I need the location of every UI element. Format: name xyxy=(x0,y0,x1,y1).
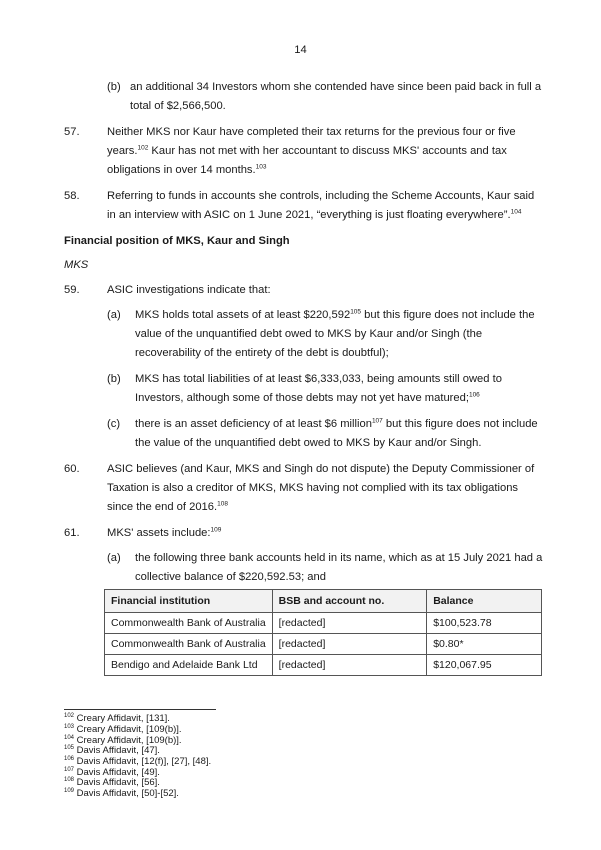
table-cell: $120,067.95 xyxy=(427,655,542,676)
column-header: Financial institution xyxy=(105,590,273,613)
paragraph-number: 59. xyxy=(64,284,80,296)
table-cell: [redacted] xyxy=(272,613,427,634)
table-cell: [redacted] xyxy=(272,655,427,676)
table-cell: $0.80* xyxy=(427,634,542,655)
footnote: $^{106}$ Davis Affidavit, [12(f)], [27], [48]. xyxy=(64,755,212,767)
table-cell: Commonwealth Bank of Australia xyxy=(105,634,273,655)
body-text: there is an asset deficiency of at least $6 million$^{107}$ but this figure does not include xyxy=(135,417,538,430)
body-text: collective balance of $220,592.53; and xyxy=(135,571,326,583)
table-cell: Bendigo and Adelaide Bank Ltd xyxy=(105,655,273,676)
body-text: Taxation is also a creditor of MKS, MKS having not complied with its tax obligations xyxy=(107,482,519,494)
table-cell: Commonwealth Bank of Australia xyxy=(105,613,273,634)
list-label: (b) xyxy=(107,81,121,93)
paragraph-number: 57. xyxy=(64,126,80,138)
body-text: MKS holds total assets of at least $220,592$^{105}$ but this figure does not include the xyxy=(135,308,535,321)
footnote: $^{109}$ Davis Affidavit, [50]-[52]. xyxy=(64,787,179,799)
footnote-ref: 108 xyxy=(217,500,228,508)
body-text: an additional 34 Investors whom she contended have since been paid back in full a xyxy=(130,81,542,93)
table-cell: [redacted] xyxy=(272,634,427,655)
bank-accounts-table xyxy=(104,589,542,676)
body-text: Referring to funds in accounts she controls, including the Scheme Accounts, Kaur said xyxy=(107,190,535,202)
footnote-divider xyxy=(64,709,216,710)
paragraph-number: 60. xyxy=(64,463,80,475)
body-text: ASIC investigations indicate that: xyxy=(107,284,271,296)
section-heading: Financial position of MKS, Kaur and Singh xyxy=(64,235,290,247)
column-header: BSB and account no. xyxy=(272,590,427,613)
footnote-ref: 106 xyxy=(468,391,480,399)
subheading: MKS xyxy=(64,259,89,271)
footnote-ref: 104 xyxy=(510,208,522,216)
body-text: Investors, although some of those debts may not yet have matured;$^{106}$ xyxy=(135,391,480,404)
footnote: $^{102}$ Creary Affidavit, [131]. xyxy=(64,712,170,724)
footnote: $^{104}$ Creary Affidavit, [109(b)]. xyxy=(64,734,182,746)
footnote: $^{105}$ Davis Affidavit, [47]. xyxy=(64,744,160,756)
table-row xyxy=(105,613,542,634)
body-text: obligations in over 14 months.$^{103}$ xyxy=(107,163,267,176)
body-text: value of the unquantified debt owed to MKS by Kaur and/or Singh (the xyxy=(135,328,483,340)
body-text: the value of the unquantified debt owed to MKS by Kaur and/or Singh. xyxy=(135,437,482,449)
body-text: years.$^{102}$ Kaur has not met with her accountant to discuss MKS' accounts and tax xyxy=(107,144,507,157)
footnote: $^{108}$ Davis Affidavit, [56]. xyxy=(64,776,160,788)
column-header: Balance xyxy=(427,590,542,613)
footnote: $^{107}$ Davis Affidavit, [49]. xyxy=(64,766,160,778)
table-header-row xyxy=(105,590,542,613)
body-text: the following three bank accounts held in its name, which as at 15 July 2021 had a xyxy=(135,552,543,564)
body-text: total of $2,566,500. xyxy=(130,100,226,112)
footnote-ref: 109 xyxy=(210,526,222,534)
list-label: (b) xyxy=(107,373,121,385)
body-text: recoverability of the entirety of the debt is doubtful); xyxy=(135,347,389,359)
footnote-ref: 107 xyxy=(371,417,383,425)
body-text: ASIC believes (and Kaur, MKS and Singh do not dispute) the Deputy Commissioner of xyxy=(107,463,535,475)
table-cell: $100,523.78 xyxy=(427,613,542,634)
footnote-ref: 103 xyxy=(255,163,267,171)
paragraph-number: 61. xyxy=(64,527,80,539)
footnote-ref: 105 xyxy=(350,308,362,316)
list-label: (c) xyxy=(107,418,121,430)
body-text: MKS has total liabilities of at least $6,333,033, being amounts still owed to xyxy=(135,373,502,385)
table-row xyxy=(105,634,542,655)
body-text: Neither MKS nor Kaur have completed their tax returns for the previous four or five xyxy=(107,126,516,138)
list-label: (a) xyxy=(107,309,121,321)
body-text: since the end of 2016.$^{108}$ xyxy=(107,500,228,513)
list-label: (a) xyxy=(107,552,121,564)
page-number: 14 xyxy=(294,44,307,56)
footnote-ref: 102 xyxy=(137,144,149,152)
footnote: $^{103}$ Creary Affidavit, [109(b)]. xyxy=(64,723,182,735)
body-text: MKS' assets include:$^{109}$ xyxy=(107,526,222,539)
table-row xyxy=(105,655,542,676)
paragraph-number: 58. xyxy=(64,190,80,202)
body-text: in an interview with ASIC on 1 June 2021, “everything is just floating everywhere”.$^{104}$ xyxy=(107,208,522,221)
